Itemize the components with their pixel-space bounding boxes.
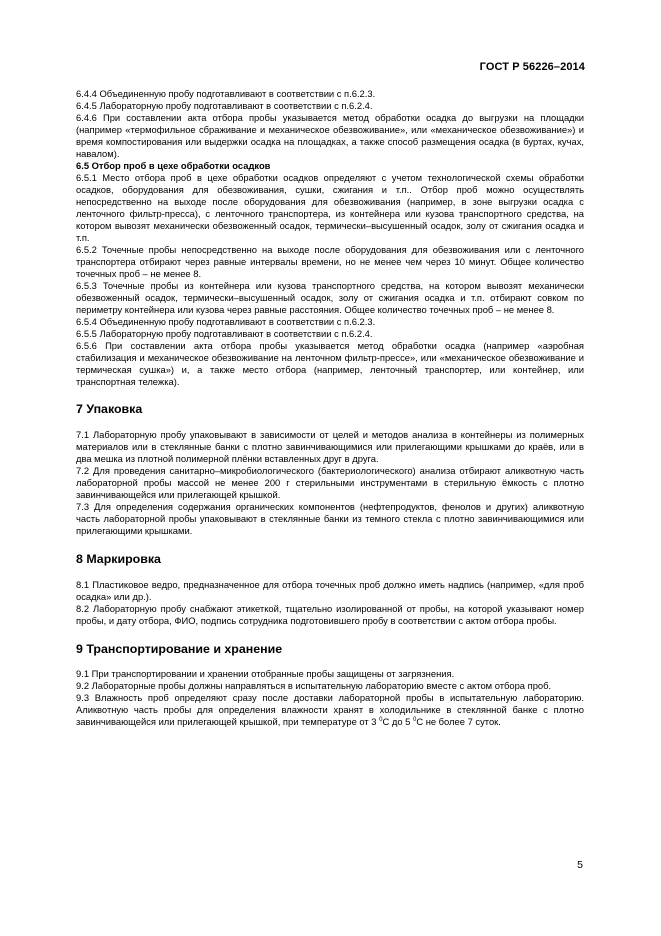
degree-superscript: 0 <box>412 717 417 723</box>
paragraph-6-5-3: 6.5.3 Точечные пробы из контейнера или кузова транспортного средства, на котором вывозят механически обезвоженный осадок, термически–высушенный осадок, золу от сжигания осадка и т.п. отбирают совком по периметру контейнера или кузова через равные расстояния. Общее количество точечных проб – не менее 8. <box>76 280 584 315</box>
paragraph-8-1: 8.1 Пластиковое ведро, предназначенное для отбора точечных проб должно иметь надпись (например, «для проб осадка» или др.). <box>76 579 584 602</box>
paragraph-6-5-6: 6.5.6 При составлении акта отбора пробы указывается метод обработки осадка (например «аэробная стабилизация и механическое обезвоживание на ленточном фильтр-прессе», или «механическое обезвоживание и термическая сушка») и, а также место отбора (например, ленточный транспортер, или контейнер, или транспортная тележка). <box>76 340 584 387</box>
section-7-title: 7 Упаковка <box>76 402 143 416</box>
paragraph-6-5-5: 6.5.5 Лабораторную пробу подготавливают в соответствии с п.6.2.4. <box>76 328 373 339</box>
page-number: 5 <box>577 859 583 871</box>
paragraph-8-2: 8.2 Лабораторную пробу снабжают этикеткой, тщательно изолированной от пробы, на которой указывают номер пробы, и дату отбора, ФИО, подпись сотрудника подготовившего пробу в соответствии с актом отбора пробы. <box>76 603 584 626</box>
subsection-6-5-title: 6.5 Отбор проб в цехе обработки осадков <box>76 160 271 171</box>
paragraph-6-5-4: 6.5.4 Объединенную пробу подготавливают в соответствии с п.6.2.3. <box>76 316 376 327</box>
paragraph-9-3 <box>76 692 584 728</box>
section-9-title: 9 Транспортирование и хранение <box>76 642 283 656</box>
paragraph-9-3-text-c: С не более 7 суток. <box>416 716 501 727</box>
paragraph-6-5-1: 6.5.1 Место отбора проб в цехе обработки осадков определяют с учетом технологической схемы обработки осадков, оборудования для обезвоживания, сушки, сжигания и т.п.. Отбор проб можно осуществлять непосредственно на выходе после оборудования для обезвоживания (например, в зоне выгрузки осадка с ленточного фильтр-пресса), с ленточного транспортера, из контейнера или кузова транспортного средства, на котором вывозят механически обезвоженный осадок, термически–высушенный осадок, золу от сжигания осадка и т.п. <box>76 172 584 243</box>
section-8-title: 8 Маркировка <box>76 552 161 566</box>
paragraph-6-4-6: 6.4.6 При составлении акта отбора пробы указывается метод обработки осадка до выгрузки на площадки (например «термофильное сбраживание и механическое обезвоживание», или «механическое обезвоживание») и время компостирования или выдержки осадка на площадках, а также способ размещения осадка (в буртах, кучах, навалом). <box>76 112 584 159</box>
degree-superscript: 0 <box>379 717 383 723</box>
paragraph-7-1: 7.1 Лабораторную пробу упаковывают в зависимости от целей и методов анализа в контейнеры из полимерных материалов или в стеклянные банки с плотно завинчивающимися или прилегающими крышками до краёв, или в два мешка из плотной полимерной плёнки вставленных друг в друга. <box>76 429 584 464</box>
paragraph-9-2: 9.2 Лабораторные пробы должны направляться в испытательную лабораторию вместе с актом отбора проб. <box>76 680 552 691</box>
paragraph-9-1: 9.1 При транспортировании и хранении отобранные пробы защищены от загрязнения. <box>76 668 455 679</box>
paragraph-9-3-text-b: С до 5 <box>382 716 413 727</box>
document-header: ГОСТ Р 56226–2014 <box>479 61 585 73</box>
paragraph-6-4-5: 6.4.5 Лабораторную пробу подготавливают в соответствии с п.6.2.4. <box>76 100 373 111</box>
paragraph-7-3: 7.3 Для определения содержания органических компонентов (нефтепродуктов, фенолов и других) аликвотную часть лабораторной пробы упаковывают в стеклянные банки из темного стекла с плотно завинчивающимися или прилегающими крышками. <box>76 501 584 536</box>
paragraph-7-2: 7.2 Для проведения санитарно–микробиологического (бактериологического) анализа отбирают аликвотную часть лабораторной пробы массой не менее 200 г стерильными инструментами в стерильную ёмкость с плотно завинчивающейся или прилегающей крышкой. <box>76 465 584 500</box>
paragraph-9-3-text-a: 9.3 Влажность проб определяют сразу после доставки лабораторной пробы в испытательную лабораторию. Аликвотную часть пробы для определения влажности хранят в холодильнике в стеклянной банке с плотно завинчивающейся или прилегающей крышкой, при температуре от 3 <box>76 692 584 727</box>
paragraph-6-5-2: 6.5.2 Точечные пробы непосредственно на выходе после оборудования для обезвоживания или с ленточного транспортера отбирают через равные интервалы времени, но не менее чем через 10 минут. Общее количество точечных проб – не менее 8. <box>76 244 584 279</box>
page-content <box>76 88 584 728</box>
paragraph-6-4-4: 6.4.4 Объединенную пробу подготавливают в соответствии с п.6.2.3. <box>76 88 376 99</box>
